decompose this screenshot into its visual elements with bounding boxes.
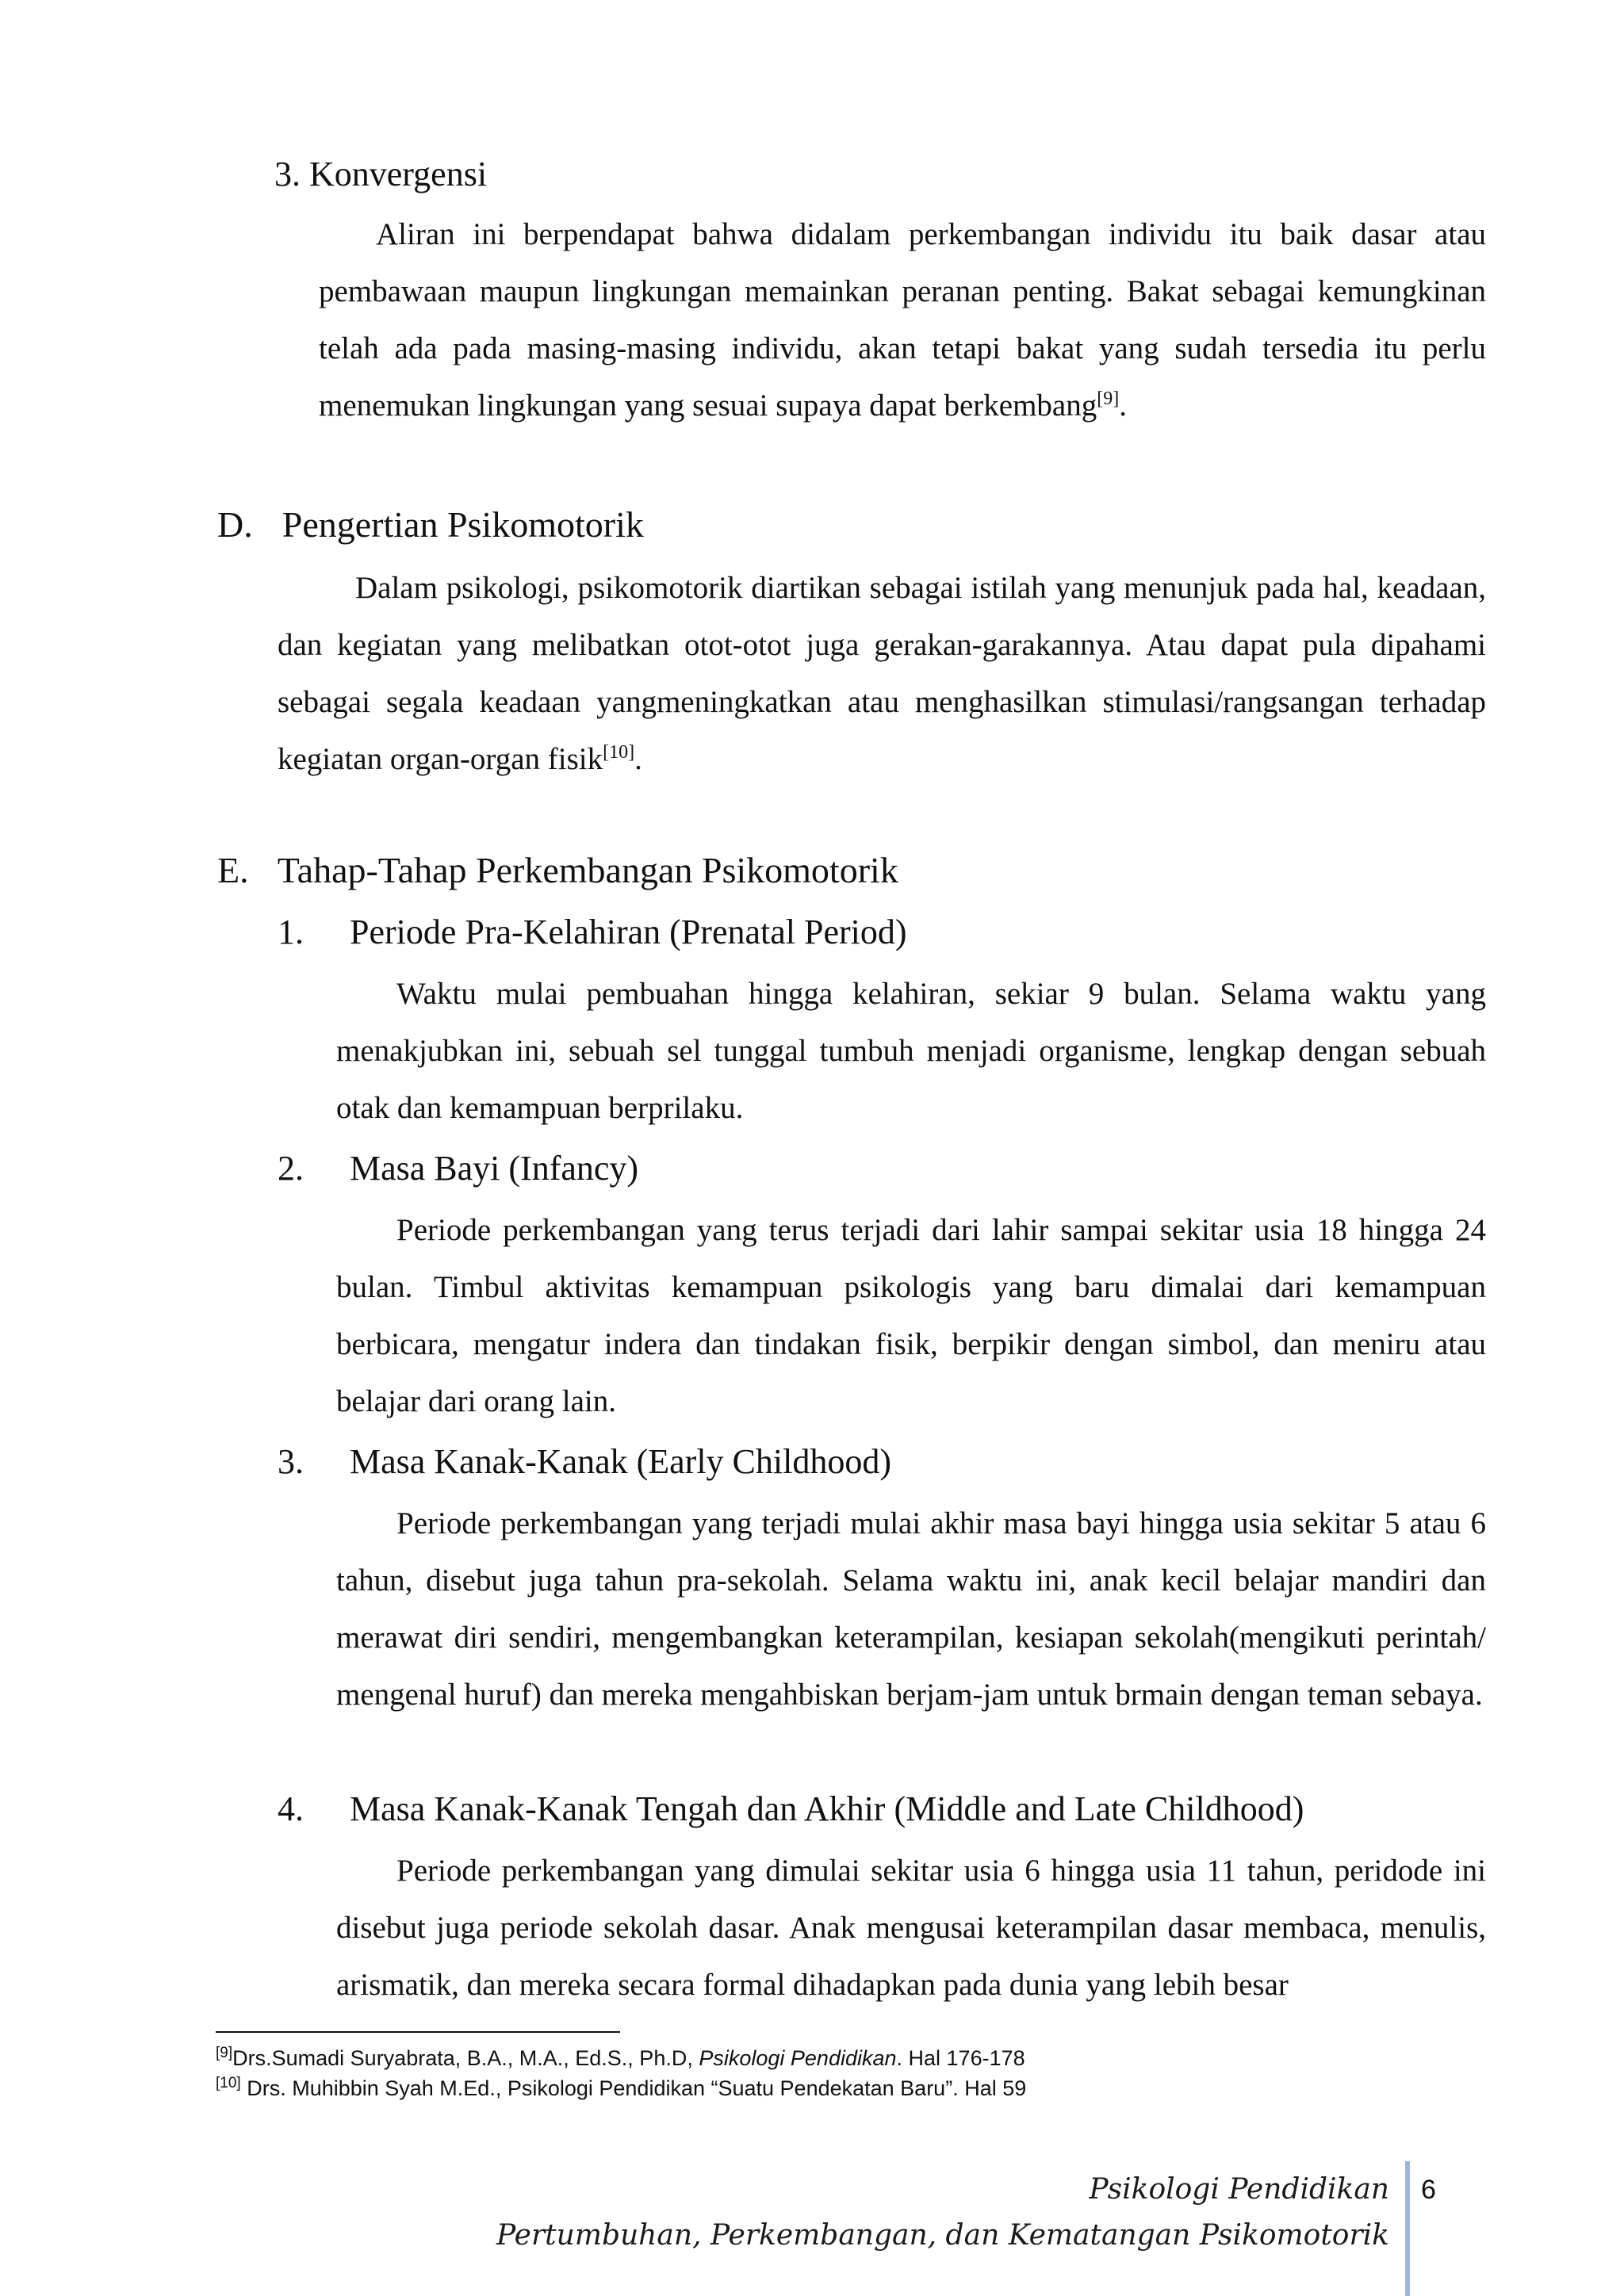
stage-item-4-heading <box>278 1785 1304 1833</box>
stage-item-title: Periode Pra-Kelahiran (Prenatal Period) <box>350 913 907 951</box>
footer-chapter-title: Pertumbuhan, Perkembangan, dan Kematangan Psikomotorik <box>496 2219 1389 2252</box>
section-e-title: Tahap-Tahap Perkembangan Psikomotorik <box>277 850 898 890</box>
stage-item-title: Masa Kanak-Kanak (Early Childhood) <box>350 1442 892 1481</box>
footnote-ref-10[interactable]: [10] <box>603 742 635 763</box>
footnote-marker: [9] <box>216 2045 233 2061</box>
footnote-10: [10] Drs. Muhibbin Syah M.Ed., Psikologi Pendidikan “Suatu Pendekatan Baru”. Hal 59 <box>216 2075 1027 2100</box>
stage-item-1-heading <box>278 909 907 956</box>
footnote-9: [9]Drs.Sumadi Suryabrata, B.A., M.A., Ed.S., Ph.D, Psikologi Pendidikan. Hal 176-178 <box>216 2045 1025 2070</box>
konvergensi-number: 3. <box>274 155 301 193</box>
stage-item-text: Waktu mulai pembuahan hingga kelahiran, sekiar 9 bulan. Selama waktu yang menakjubkan ini, sebuah sel tunggal tumbuh menjadi organisme, lengkap dengan sebuah otak dan kemampuan berprilaku. <box>336 977 1486 1125</box>
konvergensi-heading <box>274 151 487 198</box>
konvergensi-text: Aliran ini berpendapat bahwa didalam perkembangan individu itu baik dasar atau pembawaan maupun lingkungan memainkan peranan penting. Bakat sebagai kemungkinan telah ada pada masing-masing individu, akan tetapi bakat yang sudah tersedia itu perlu menemukan lingkungan yang sesuai supaya dapat berkembang <box>319 217 1486 423</box>
stage-item-1-paragraph <box>336 966 1486 1137</box>
konvergensi-paragraph: Aliran ini berpendapat bahwa didalam perkembangan individu itu baik dasar atau pembawaan maupun lingkungan memainkan peranan penting. Bakat sebagai kemungkinan telah ada pada masing-masing individu, akan tetapi bakat yang sudah tersedia itu perlu menemukan lingkungan yang sesuai supaya dapat berkembang[9]. <box>319 217 1486 423</box>
footer-book-title: Psikologi Pendidikan <box>1089 2173 1389 2206</box>
section-e-letter: E. <box>217 850 249 890</box>
stage-item-text: Periode perkembangan yang dimulai sekitar usia 6 hingga usia 11 tahun, peridode ini disebut juga periode sekolah dasar. Anak mengusai keterampilan dasar membaca, menulis, arismatik, dan mereka secara formal dihadapkan pada dunia yang lebih besar <box>336 1854 1486 2002</box>
footnote-ref-9[interactable]: [9] <box>1097 388 1120 409</box>
footnote-divider <box>216 2031 620 2033</box>
page-number: 6 <box>1421 2175 1436 2205</box>
section-d-paragraph: Dalam psikologi, psikomotorik diartikan sebagai istilah yang menunjuk pada hal, keadaan, dan kegiatan yang melibatkan otot-otot juga gerakan-garakannya. Atau dapat pula dipahami sebagai segala keadaan yangmeningkatkan atau menghasilkan stimulasi/rangsangan terhadap kegiatan organ-organ fisik[10]. <box>278 571 1486 776</box>
stage-item-text: Periode perkembangan yang terus terjadi dari lahir sampai sekitar usia 18 hingga 24 bulan. Timbul aktivitas kemampuan psikologis yang baru dimalai dari kemampuan berbicara, mengatur indera dan tindakan fisik, berpikir dengan simbol, dan meniru atau belajar dari orang lain. <box>336 1213 1486 1418</box>
stage-item-number: 1. <box>278 913 304 951</box>
section-d-text: Dalam psikologi, psikomotorik diartikan sebagai istilah yang menunjuk pada hal, keadaan, dan kegiatan yang melibatkan otot-otot juga gerakan-garakannya. Atau dapat pula dipahami sebagai segala keadaan yangmeningkatkan atau menghasilkan stimulasi/rangsangan terhadap kegiatan organ-organ fisik <box>278 571 1486 776</box>
stage-item-title: Masa Bayi (Infancy) <box>350 1149 639 1188</box>
footer-divider-bar <box>1405 2161 1410 2296</box>
stage-item-3-heading <box>278 1438 891 1486</box>
section-d-heading <box>217 499 644 550</box>
section-d-letter: D. <box>217 504 253 545</box>
section-e-heading <box>217 845 898 896</box>
stage-item-4-paragraph <box>336 1843 1486 2014</box>
section-d-title: Pengertian Psikomotorik <box>282 504 644 545</box>
stage-item-number: 4. <box>278 1789 304 1828</box>
stage-item-3-paragraph <box>336 1495 1486 1724</box>
stage-item-number: 3. <box>278 1442 304 1481</box>
footnote-marker: [10] <box>216 2075 241 2091</box>
stage-item-2-paragraph <box>336 1202 1486 1430</box>
stage-item-2-heading <box>278 1145 638 1192</box>
stage-item-text: Periode perkembangan yang terjadi mulai akhir masa bayi hingga usia sekitar 5 atau 6 tahun, disebut juga tahun pra-sekolah. Selama waktu ini, anak kecil belajar mandiri dan merawat diri sendiri, mengembangkan keterampilan, kesiapan sekolah(mengikuti perintah/ mengenal huruf) dan mereka mengahbiskan berjam-jam untuk brmain dengan teman sebaya. <box>336 1506 1486 1712</box>
stage-item-number: 2. <box>278 1149 304 1188</box>
konvergensi-title: Konvergensi <box>309 155 488 193</box>
stage-item-title: Masa Kanak-Kanak Tengah dan Akhir (Middle and Late Childhood) <box>350 1789 1304 1828</box>
